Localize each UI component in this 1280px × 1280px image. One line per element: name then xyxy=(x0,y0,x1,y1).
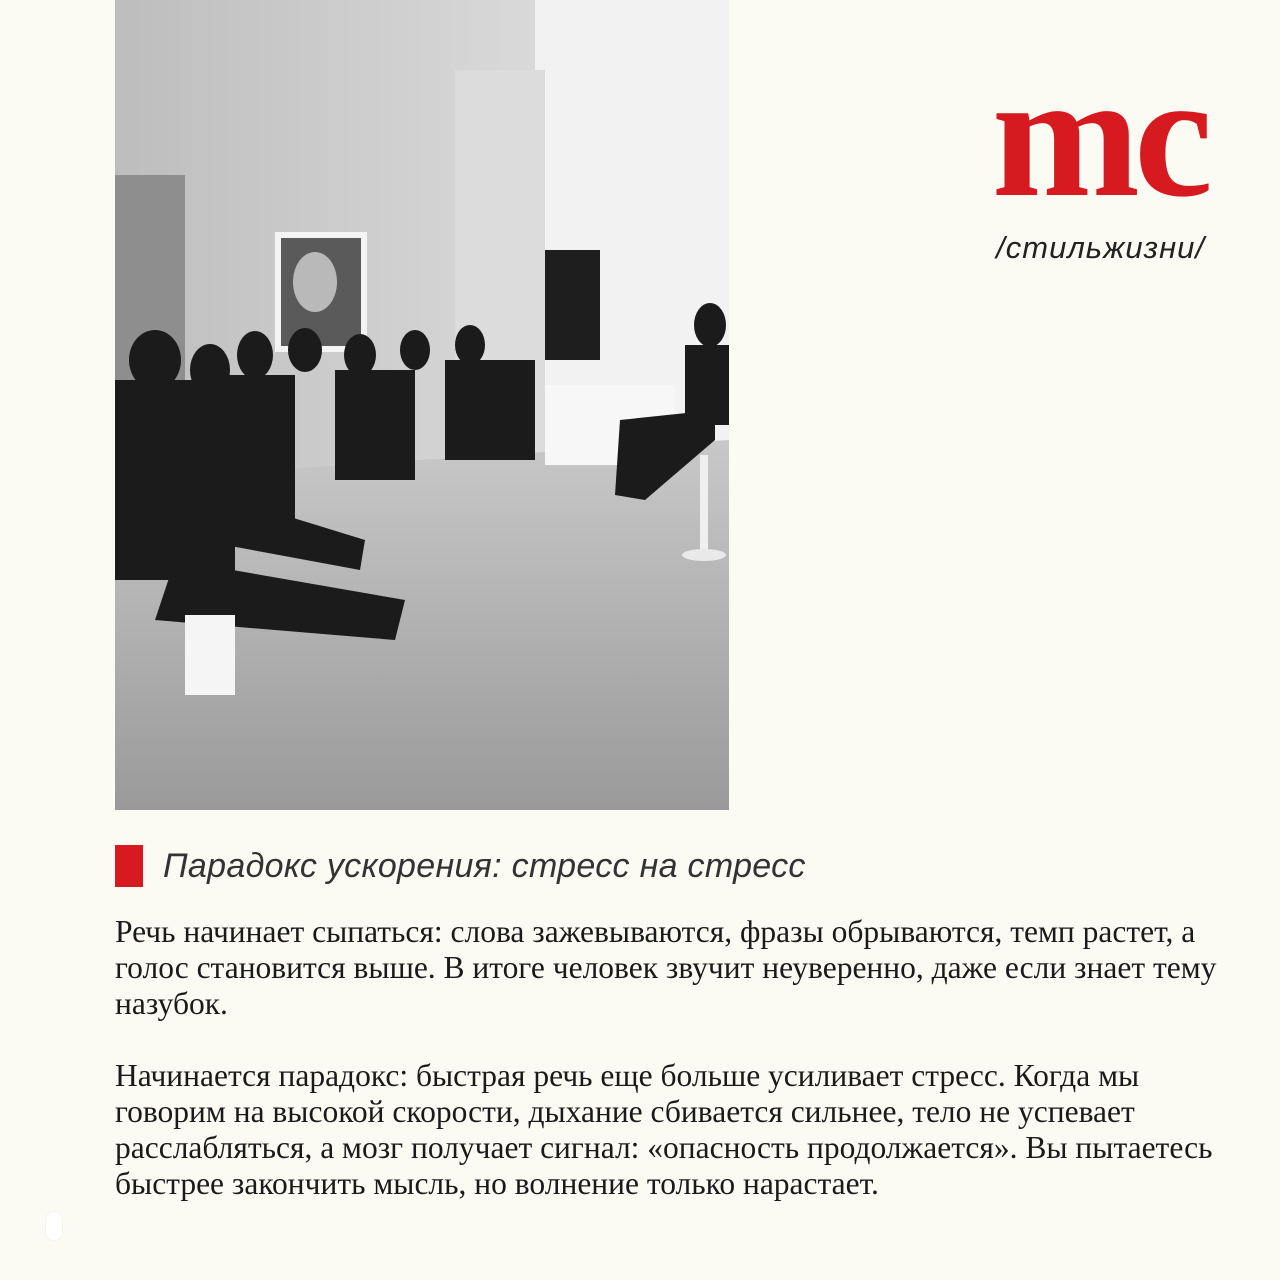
event-photo xyxy=(115,0,729,810)
paragraph: Начинается парадокс: быстрая речь еще больше усиливает стресс. Когда мы говорим на высокой скорости, дыхание сбивается сильнее, тело не успевает расслабляться, а мозг получает сигнал: «опасность продолжается». Вы пытаетесь быстрее закончить мысль, но волнение только нарастает. xyxy=(115,1058,1213,1201)
heading-text: Парадокс ускорения: стресс на стресс xyxy=(163,846,806,885)
brand-block xyxy=(991,36,1207,266)
brand-tagline: /стильжизни/ xyxy=(996,230,1205,265)
article-heading xyxy=(115,845,806,887)
heading-marker xyxy=(115,845,143,887)
event-photo-illustration xyxy=(115,0,729,810)
mc-logo: mc xyxy=(991,36,1207,234)
article-body xyxy=(115,914,1235,1238)
page-indicator xyxy=(46,1212,62,1240)
paragraph: Речь начинает сыпаться: слова зажевываются, фразы обрываются, темп растет, а голос становится выше. В итоге человек звучит неуверенно, даже если знает тему назубок. xyxy=(115,914,1217,1021)
